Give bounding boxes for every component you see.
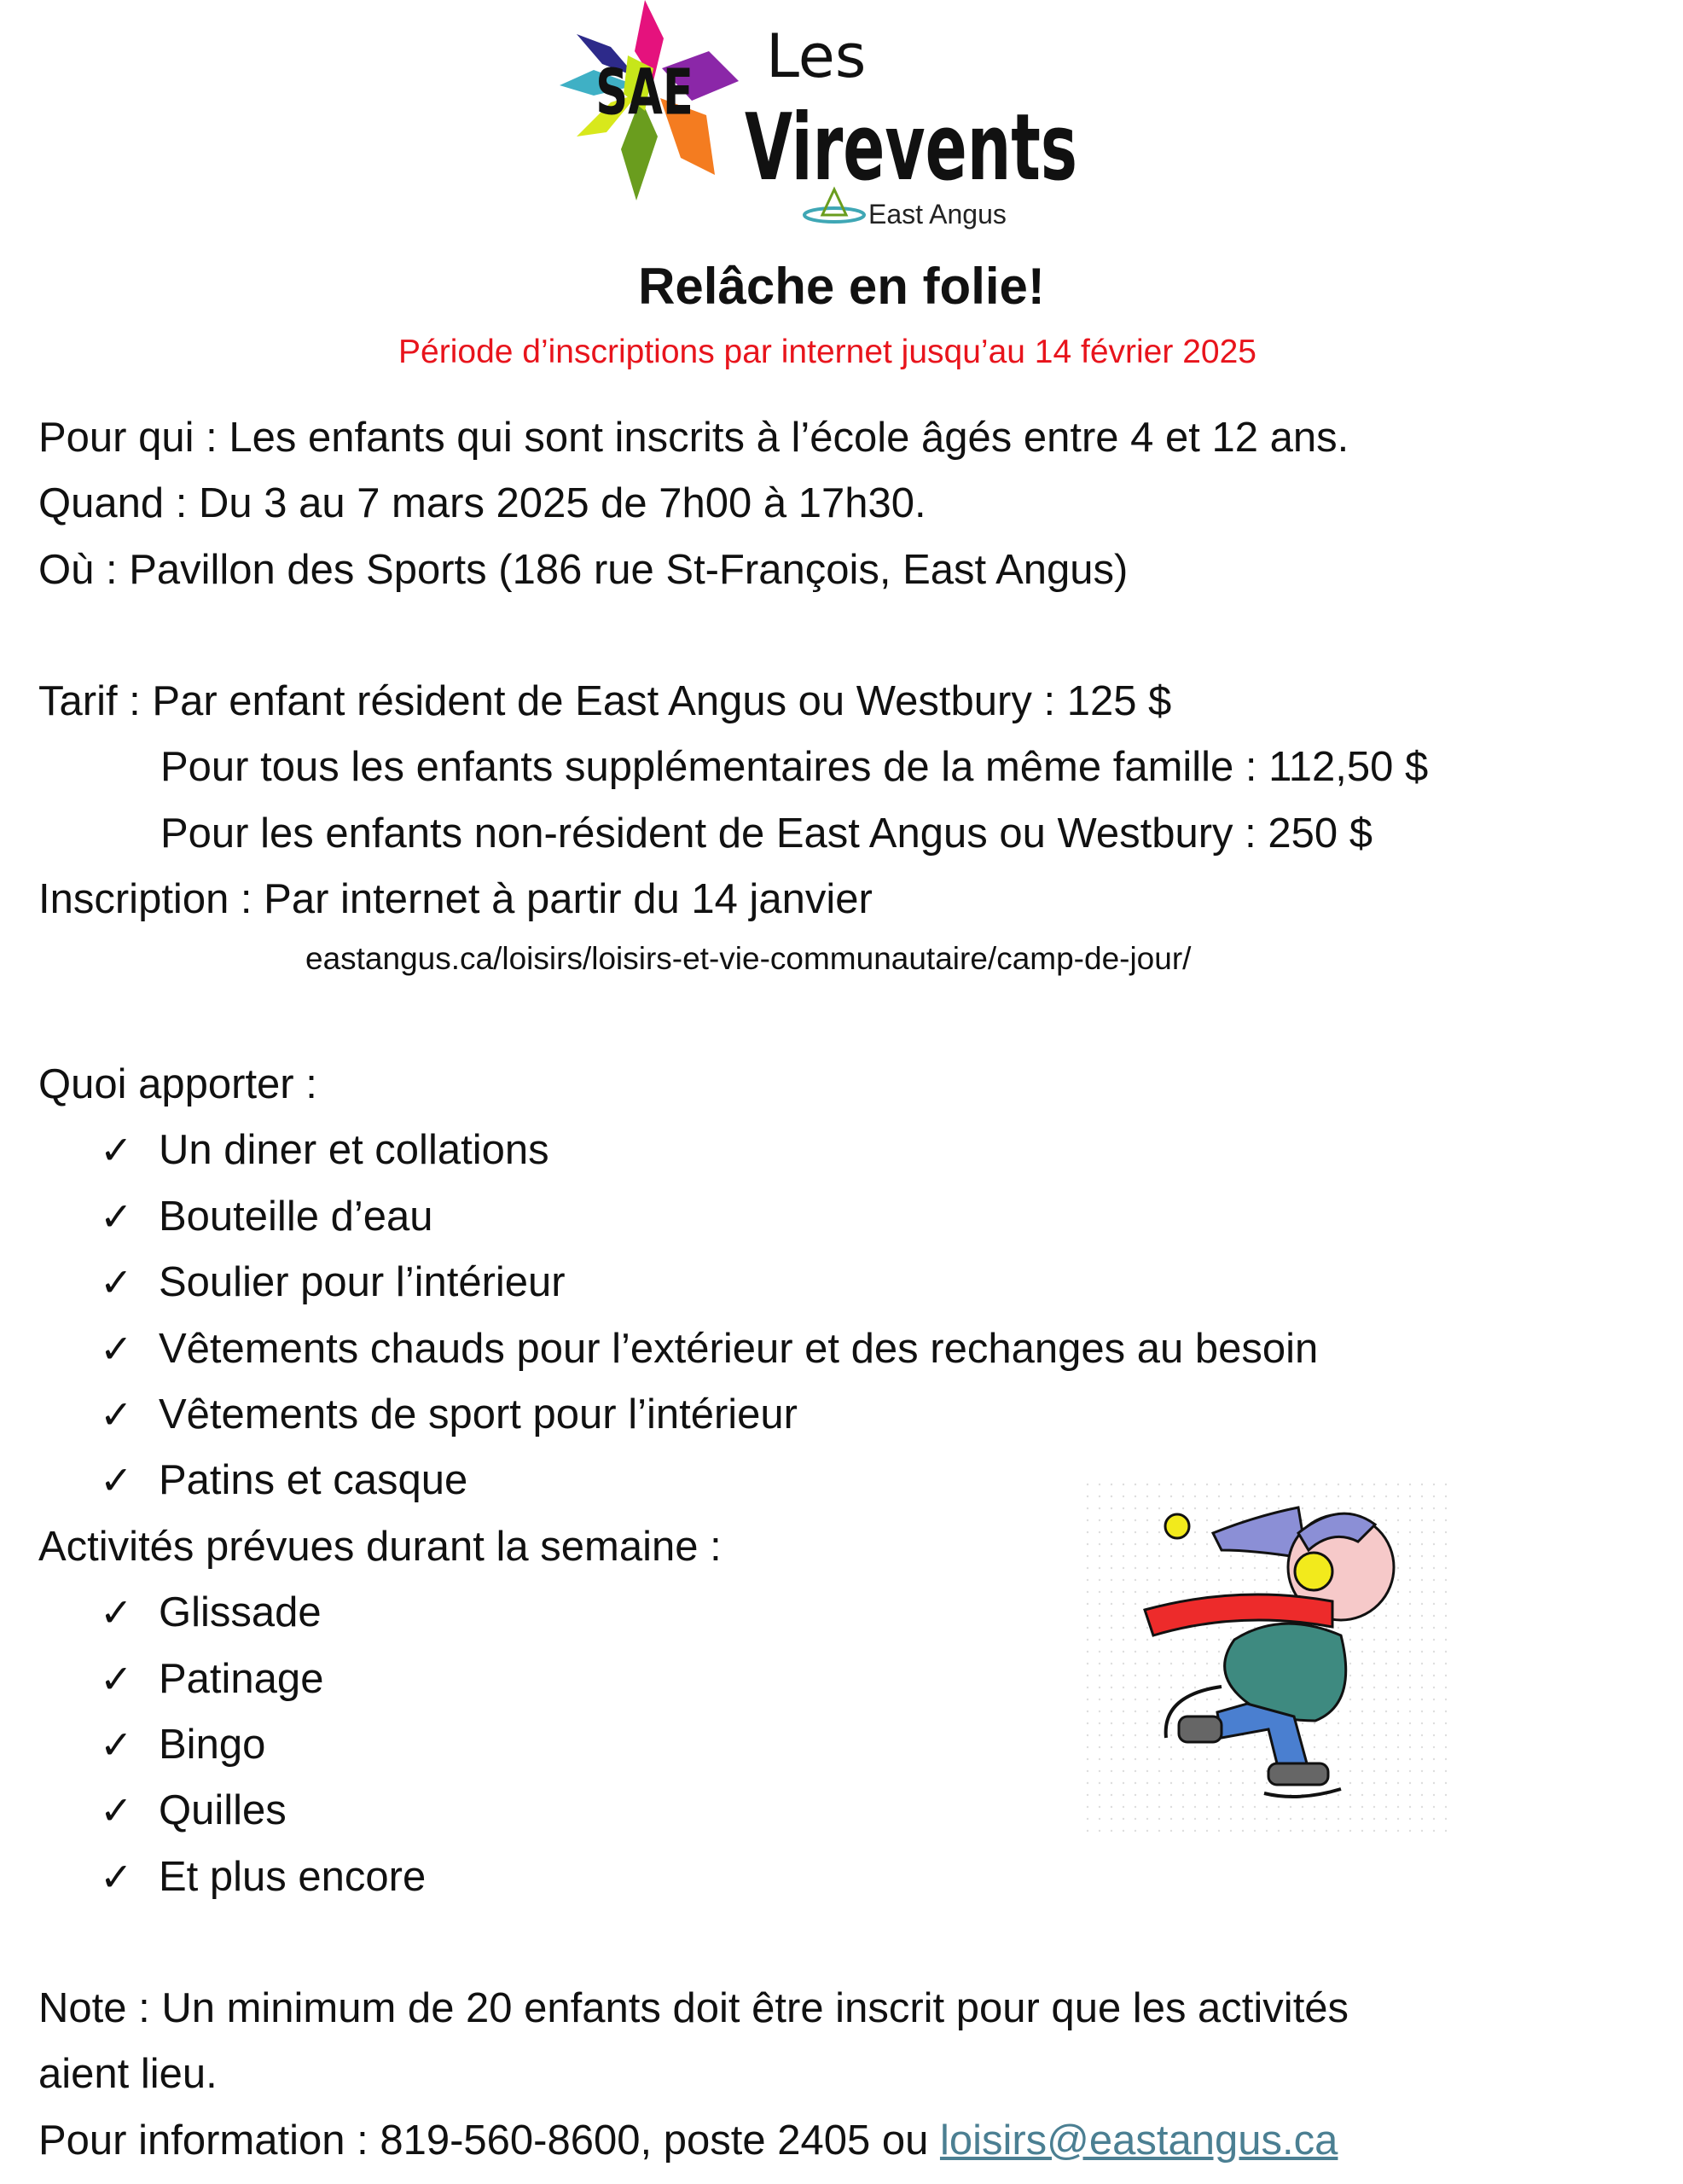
checkmark-icon: ✓ bbox=[100, 1260, 133, 1305]
note-line: Note : Un minimum de 20 enfants doit être inscrit pour que les activités bbox=[38, 1985, 1349, 2031]
list-item-label: Un diner et collations bbox=[159, 1127, 549, 1174]
apporter-heading: Quoi apporter : bbox=[38, 1061, 317, 1107]
list-item-label: Patinage bbox=[159, 1655, 324, 1702]
logo-east-angus-text: East Angus bbox=[868, 199, 1007, 229]
inscription: Inscription : Par internet à partir du 14 janvier bbox=[38, 876, 873, 923]
note-section bbox=[38, 1976, 1349, 2174]
checkmark-icon: ✓ bbox=[100, 1722, 133, 1767]
ou: Où : Pavillon des Sports (186 rue St-François, East Angus) bbox=[38, 546, 1129, 593]
list-item-label: Glissade bbox=[159, 1589, 322, 1636]
list-item-label: Quilles bbox=[159, 1787, 287, 1834]
apporter-list bbox=[38, 1118, 1318, 1513]
checkmark-icon: ✓ bbox=[100, 1788, 133, 1833]
apporter-item bbox=[38, 1250, 1318, 1316]
logo-sae-text: SAE bbox=[595, 55, 694, 131]
apporter-item bbox=[38, 1316, 1318, 1382]
logo-les-text: Les bbox=[766, 21, 867, 91]
list-item-label: Vêtements chauds pour l’extérieur et des rechanges au besoin bbox=[159, 1325, 1319, 1372]
pour-qui: Pour qui : Les enfants qui sont inscrits à l’école âgés entre 4 et 12 ans. bbox=[38, 415, 1349, 461]
tarif-non-resident: Pour les enfants non-résident de East Angus ou Westbury : 250 $ bbox=[160, 810, 1373, 857]
checkmark-icon: ✓ bbox=[100, 1590, 133, 1635]
quand: Quand : Du 3 au 7 mars 2025 de 7h00 à 17h30. bbox=[38, 480, 926, 527]
email-link[interactable]: loisirs@eastangus.ca bbox=[939, 2117, 1338, 2164]
tarif-supplementaire: Pour tous les enfants supplémentaires de la même famille : 112,50 $ bbox=[160, 744, 1429, 791]
checkmark-icon: ✓ bbox=[100, 1656, 133, 1701]
registration-url[interactable]: eastangus.ca/loisirs/loisirs-et-vie-communautaire/camp-de-jour/ bbox=[305, 940, 1192, 976]
sae-les-virevents-logo bbox=[570, 0, 1082, 235]
note-line-2: aient lieu. bbox=[38, 2051, 218, 2098]
list-item-label: Et plus encore bbox=[159, 1853, 427, 1900]
activites-item bbox=[38, 1844, 1318, 1910]
apporter-item bbox=[38, 1118, 1318, 1183]
list-item-label: Soulier pour l’intérieur bbox=[159, 1259, 566, 1306]
list-item-label: Vêtements de sport pour l’intérieur bbox=[159, 1391, 798, 1438]
checkmark-icon: ✓ bbox=[100, 1128, 133, 1173]
skater-illustration bbox=[1085, 1482, 1448, 1832]
list-item-label: Patins et casque bbox=[159, 1457, 468, 1504]
checkmark-icon: ✓ bbox=[100, 1194, 133, 1239]
list-item-label: Bingo bbox=[159, 1721, 266, 1768]
list-item-label: Bouteille d’eau bbox=[159, 1193, 433, 1240]
info-section bbox=[38, 405, 1349, 603]
contact-prefix: Pour information : 819-560-8600, poste 2405 ou bbox=[38, 2117, 940, 2164]
activites-heading: Activités prévues durant la semaine : bbox=[38, 1523, 722, 1570]
checkmark-icon: ✓ bbox=[100, 1326, 133, 1371]
apporter-item bbox=[38, 1184, 1318, 1250]
tarif-section bbox=[38, 669, 1428, 985]
page-title: Relâche en folie! bbox=[638, 258, 1045, 315]
checkmark-icon: ✓ bbox=[100, 1854, 133, 1899]
tarif-resident: Tarif : Par enfant résident de East Angus ou Westbury : 125 $ bbox=[38, 678, 1172, 724]
apporter-item bbox=[38, 1382, 1318, 1448]
registration-period: Période d’inscriptions par internet jusqu’au 14 février 2025 bbox=[398, 334, 1256, 370]
checkmark-icon: ✓ bbox=[100, 1391, 133, 1437]
logo-virevents-text: Virevents bbox=[745, 95, 1077, 201]
contact-line bbox=[38, 2108, 1349, 2174]
checkmark-icon: ✓ bbox=[100, 1458, 133, 1503]
